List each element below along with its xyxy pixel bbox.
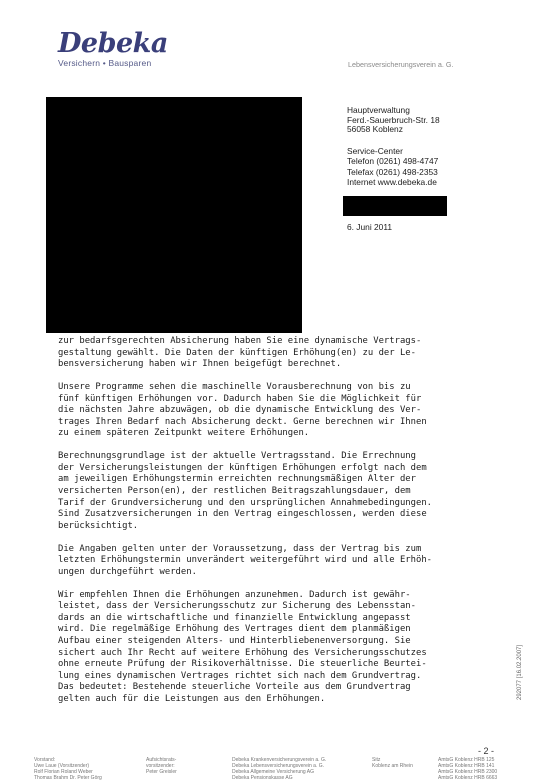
footer-line: Sitz xyxy=(372,757,381,763)
body-paragraph xyxy=(58,590,498,705)
body-line: zur bedarfsgerechten Absicherung haben Sie eine dynamische Vertrags- xyxy=(58,336,422,346)
website: Internet www.debeka.de xyxy=(347,176,437,187)
fax-number: Telefax (0261) 498-2353 xyxy=(347,166,438,177)
body-line: Die Angaben gelten unter der Voraussetzung, dass der Vertrag bis zum xyxy=(58,543,422,554)
footer-line: Debeka Pensionskasse AG xyxy=(232,775,293,781)
footer-line: AmtsG Koblenz HRB 141 xyxy=(438,763,495,769)
body-line: gestaltung gewählt. Die Daten der künftigen Erhöhung(en) zu der Le- xyxy=(58,347,416,358)
body-paragraph xyxy=(58,451,498,532)
body-line: lung eines dynamischen Vertrages richtet sich nach dem Grundvertrag. xyxy=(58,670,422,681)
body-line: gelten auch für die Leistungen aus den Erhöhungen. xyxy=(58,693,326,704)
head-office-address xyxy=(347,106,440,135)
footer-line: Peter Greisler xyxy=(146,769,177,775)
footer-supervisory xyxy=(146,757,177,775)
form-code: 292077 [16.02.2007] xyxy=(517,644,523,700)
footer-line: Debeka Krankenversicherungsverein a. G. xyxy=(232,757,327,763)
body-line: Aufbau einer steigenden Alters- und Hinterbliebenenversorgung. Sie xyxy=(58,636,411,647)
body-line: versicherten Person(en), der restlichen Beitragszahlungsdauer, dem xyxy=(58,486,411,497)
body-line: Sind Zusatzversicherungen in den Vertrag eingeschlossen, werden diese xyxy=(58,509,427,520)
body-line: leistet, dass der Versicherungsschutz zur Sicherung des Lebensstan- xyxy=(58,601,416,612)
footer-line: Thomas Brahm Dr. Peter Görg xyxy=(34,775,102,781)
service-title: Service-Center xyxy=(347,146,403,156)
body-line: die nächsten Jahre abzuwägen, ob die dynamische Entwicklung des Ver- xyxy=(58,405,422,416)
footer-board xyxy=(34,757,102,781)
logo-tagline: Versichern • Bausparen xyxy=(58,58,152,68)
footer-line: Koblenz am Rhein xyxy=(372,763,413,769)
footer-seat xyxy=(372,757,413,769)
letter-body xyxy=(58,336,498,717)
body-line: bensversicherung haben wir Ihnen beigefügt berechnet. xyxy=(58,359,342,370)
body-line: ohne erneute Prüfung der Risikoverhältnisse. Die steuerliche Beurtei- xyxy=(58,659,427,670)
phone-number: Telefon (0261) 498-4747 xyxy=(347,156,439,167)
footer-line: AmtsG Koblenz HRB 6663 xyxy=(438,775,498,781)
company-verein-label: Lebensversicherungsverein a. G. xyxy=(348,60,454,69)
body-line: am jeweiligen Erhöhungstermin erreichten rechnungsmäßigen Alter der xyxy=(58,474,416,485)
body-line: Tarif der Grundversicherung und den ursprünglichen Annahmebedingungen. xyxy=(58,497,433,508)
body-line: Das bedeutet: Bestehende steuerliche Vorteile aus dem Grundvertrag xyxy=(58,682,411,693)
body-line: letzten Erhöhungstermin unverändert weitergeführt wird und alle Erhöh- xyxy=(58,555,433,566)
footer-line: Debeka Lebensversicherungsverein a. G. xyxy=(232,763,324,769)
address-line: Ferd.-Sauerbruch-Str. 18 xyxy=(347,114,440,125)
footer-line: Aufsichtsrats- xyxy=(146,757,177,763)
company-logo xyxy=(58,30,168,68)
redacted-recipient-block xyxy=(46,97,302,333)
body-line: wird. Die regelmäßige Erhöhung des Vertrages dient dem planmäßigen xyxy=(58,624,411,635)
footer-companies xyxy=(232,757,326,781)
address-line: 56058 Koblenz xyxy=(347,124,403,135)
body-line: Unsere Programme sehen die maschinelle Vorausberechnung von bis zu xyxy=(58,382,411,393)
redacted-reference xyxy=(343,196,447,216)
body-line: sichert auch Ihr Recht auf weitere Erhöhung des Versicherungsschutzes xyxy=(58,647,427,658)
letter-date: 6. Juni 2011 xyxy=(347,222,393,232)
footer-line: vorsitzender: xyxy=(146,763,175,769)
address-line: Hauptverwaltung xyxy=(347,105,410,115)
body-paragraph xyxy=(58,382,498,440)
footer-line: Rolf Florian Roland Weber xyxy=(34,769,93,775)
body-paragraph xyxy=(58,336,498,371)
body-line: Wir empfehlen Ihnen die Erhöhungen anzunehmen. Dadurch ist gewähr- xyxy=(58,589,411,600)
body-line: ungen durchgeführt werden. xyxy=(58,566,197,577)
body-line: Berechnungsgrundlage ist der aktuelle Vertragsstand. Die Errechnung xyxy=(58,451,416,462)
footer-registry xyxy=(438,757,497,781)
footer-line: Uwe Laue (Vorsitzender) xyxy=(34,763,90,769)
footer-line: Debeka Allgemeine Versicherung AG xyxy=(232,769,314,775)
body-line: zu einem späteren Zeitpunkt weitere Erhöhungen. xyxy=(58,428,310,439)
body-line: berücksichtigt. xyxy=(58,520,139,531)
body-line: der Versicherungsleistungen der künftigen Erhöhungen erfolgt nach dem xyxy=(58,462,427,473)
footer-line: AmtsG Koblenz HRB 125 xyxy=(438,757,495,763)
body-line: trages Ihren Bedarf nach Absicherung deckt. Gerne berechnen wir Ihnen xyxy=(58,416,427,427)
body-line: dards an die wirtschaftliche und finanzielle Entwicklung angepasst xyxy=(58,612,411,623)
page-number: - 2 - xyxy=(478,746,495,756)
body-line: fünf künftigen Erhöhungen vor. Dadurch haben Sie die Möglichkeit für xyxy=(58,393,422,404)
footer-line: AmtsG Koblenz HRB 2300 xyxy=(438,769,498,775)
service-center-contact xyxy=(347,146,438,187)
footer-line: Vorstand: xyxy=(34,757,56,763)
logo-wordmark: Debeka xyxy=(58,28,168,59)
body-paragraph xyxy=(58,544,498,579)
